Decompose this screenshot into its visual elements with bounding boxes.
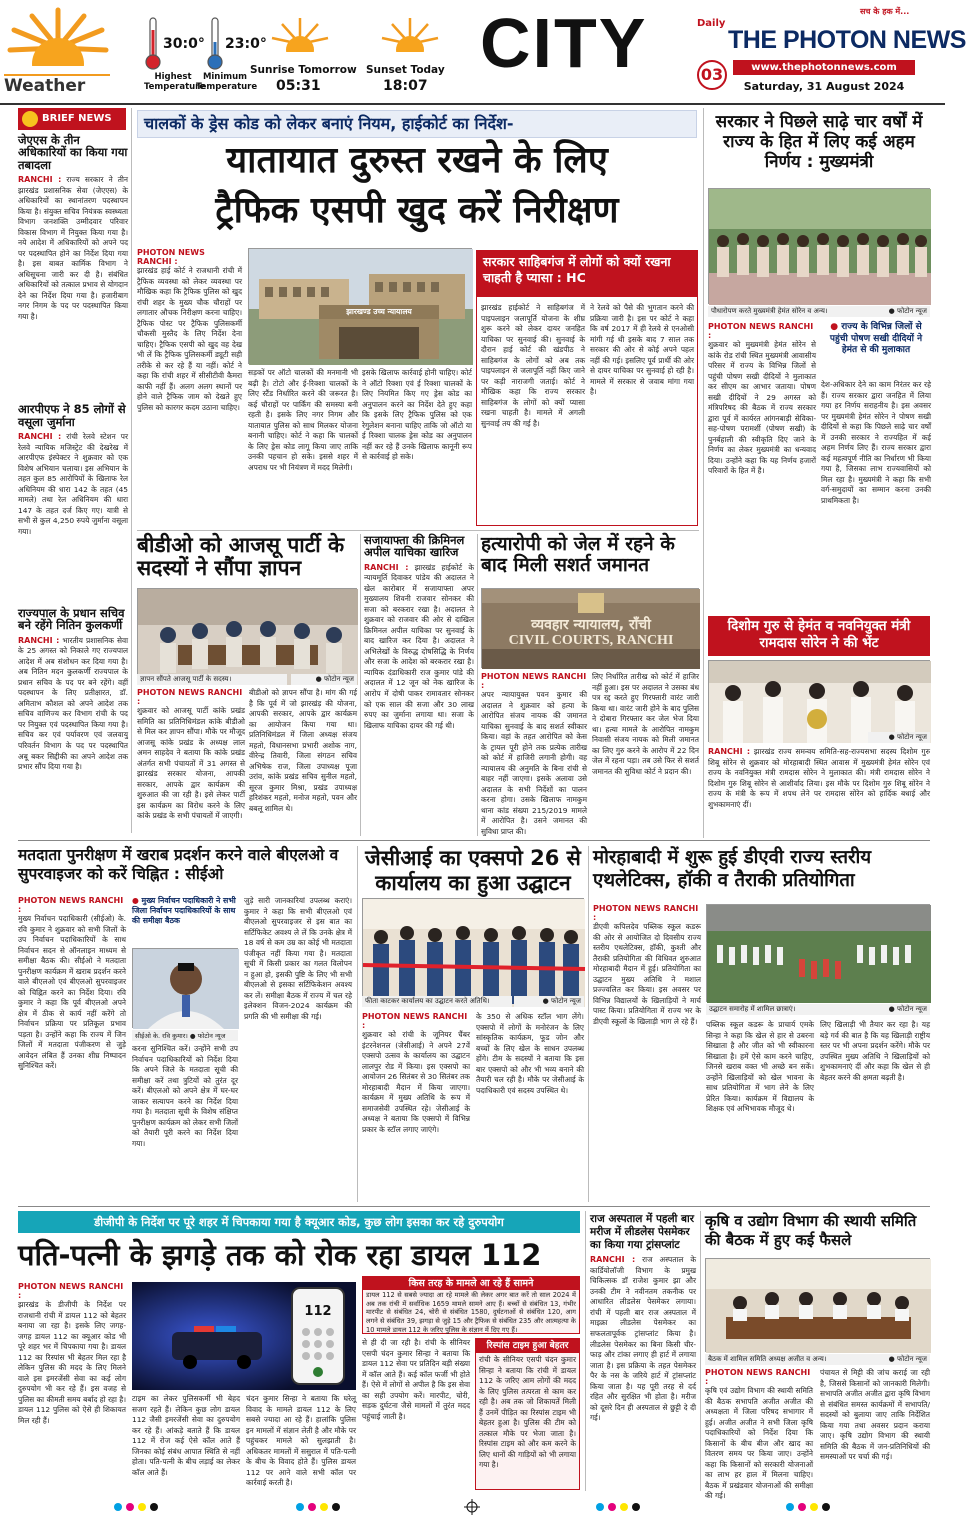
- bdo-credit: ● फोटोन न्यूज: [291, 674, 357, 685]
- high-court-photo: [248, 248, 472, 364]
- brief-1-dateline: RANCHI :: [18, 175, 62, 185]
- brief-column: [18, 134, 128, 854]
- civil-court-english: CIVIL COURTS, RANCHI: [508, 633, 674, 648]
- ceo-text-2: करना सुनिश्चित करें। उन्होंने सभी उप निर्वाचन पदाधिकारियों को निर्देश दिया कि अपने जिले के मतदाता सूची की समीक्षा करें तथा त्रुटियों को तुरंत दूर करें। बीएलओ को अपने क्षेत्र में घर-घर जाकर सत्यापन करने का निर्देश दिया गया है। मतदाता सूची के विशेष संक्षिप्त पुनरीक्षण कार्यक्रम को लेकर सभी जिलों को तैयारी पूरी करने का निर्देश दिया गया।: [132, 1044, 238, 1148]
- dial-col-2: [132, 1394, 240, 1490]
- brief-2-dateline: RANCHI :: [18, 432, 62, 442]
- dial-headline: पति-पत्नी के झगड़े तक को रोक रहा डायल 112: [18, 1238, 542, 1272]
- response-head: रिस्पांस टाइम हुआ बेहतर: [476, 1339, 579, 1353]
- lead-text-2: सड़कों पर ऑटो चालकों की मनमानी भी बढ़ी है। टोटो और ई-रिक्शा चालकों के लिए स्टैंड निर्धारित करने की जरूरत है। कई चौराहों पर पार्किंग की समस्या बनी रहती है। इसके लिए नगर निगम और यातायात पुलिस को साथ मिलकर योजना बनानी चाहिए। कोर्ट ने कहा कि चालकों के लिए ड्रेस कोड लागू किया जाए ताकि उनकी पहचान हो सके। इससे शहर में अपराध पर भी नियंत्रण में मदद मिलेगी।: [248, 368, 358, 472]
- lead-headline-2: ट्रैफिक एसपी खुद करें निरीक्षण: [215, 190, 619, 231]
- cm-quote: [821, 322, 931, 378]
- hc-box-text-1: झारखंड हाईकोर्ट ने साहिबगंज में पाइपलाइन जलापूर्ति योजना के शीघ्र शुरू करने को लेकर दायर जनहित याचिका पर सुनवाई की। सुनवाई के दौरान हाई कोर्ट की खंडपीठ ने साहिबगंज के लोगों को अब तक पाइपलाइन से जलापूर्ति नहीं किए जाने पर कड़ी नाराजगी जताई। कोर्ट ने मौखिक कहा कि राज्य सरकार साहिबगंज के लोगों को क्यों प्यासा रखना चाहती है। मामले में अगली सुनवाई तय की गई है।: [481, 303, 585, 428]
- dav-text-3: लिए खिलाड़ी भी तैयार कर रहा है। यह बड़े गर्व की बात है कि यह खिलाड़ी राष्ट्रीय स्तर पर भी अपना प्रदर्शन करेंगे। मौके पर उपस्थित मुख्य अतिथि ने खिलाड़ियों को शुभकामनाएं दीं और कहा कि खेल से ही बेहतर करने की क्षमता बढ़ती है।: [820, 1020, 930, 1082]
- sunrise-label: Sunrise Tomorrow: [250, 64, 357, 76]
- dishom-credit: ● फोटोन न्यूज: [868, 732, 930, 743]
- cm-byline: PHOTON NEWS RANCHI :: [708, 322, 814, 340]
- brief-1-body: [18, 174, 128, 399]
- heart-headline: राज अस्पताल में पहली बार मरीज में लीडलेस पेसमेकर का किया गया ट्रांसप्लांट: [590, 1213, 694, 1251]
- lead-byline: PHOTON NEWS RANCHI :: [137, 248, 205, 266]
- dishom-text: झारखंड राज्य समन्वय समिति-सह-राज्यसभा सदस्य दिशोम गुरु शिबू सोरेन से शुक्रवार को मोरहाबादी स्थित आवास में मुख्यमंत्री हेमंत सोरेन एवं राज्य के नवनियुक्त मंत्री रामदास सोरेन ने मुलाकात की। मंत्री रामदास सोरेन ने दिशोम गुरु शिबू सोरेन से आशीर्वाद लिया। इस मौके पर दिशोम गुरु शिबू सोरेन ने राज्य के मंत्री के रूप में शपथ लेने पर रामदास सोरेन को हार्दिक बधाई और शुभकामनाएं दीं।: [708, 747, 930, 809]
- jci-headline: जेसीआई का एक्सपो 26 से कार्यालय का हुआ उद्घाटन: [365, 846, 581, 895]
- dishom-meeting-image: [709, 661, 931, 743]
- ceo-credit: ● फोटोन न्यूज: [189, 1032, 226, 1040]
- heart-text: राज अस्पताल के कार्डियोलॉजी विभाग के प्रमुख चिकित्सक डॉ राजेश कुमार झा और उनकी टीम ने नवीनतम तकनीक पर आधारित लीडलेस पेसमेकर लगाया। रांची में पहली बार राज अस्पताल में माइक्रा लीडलेस पेसमेकर का सफलतापूर्वक ट्रांसप्लांट किया है। लीडलेस पेसमेकर का बिना किसी चीर-फाड़ और टांका लगाए ही हार्ट में लगाया जाता है। इस प्रक्रिया के तहत पेसमेकर पैर के नस के जरिये हार्ट में ट्रांसप्लांट किया जाता है। यह पूरी तरह से दर्द रहित और सुरक्षित भी होता है। मरीज को दूसरे दिन ही अस्पताल से छुट्टी दे दी गई।: [590, 1255, 696, 1423]
- heart-column: [590, 1213, 696, 1491]
- agri-credit: ● फोटोन न्यूज: [860, 1354, 930, 1365]
- dial-phone-number: 112: [304, 1304, 332, 1319]
- brief-3-dateline: RANCHI :: [18, 635, 60, 645]
- daily-label: Daily: [697, 18, 726, 29]
- bdo-col-1: [137, 688, 245, 838]
- stadium-image: [707, 905, 931, 1003]
- agri-photo: [705, 1258, 930, 1352]
- dav-photo: [706, 904, 930, 1002]
- masthead: [0, 0, 966, 103]
- appeal-dateline: RANCHI :: [364, 562, 409, 572]
- jci-caption: फीता काटकर कार्यालय का उद्घाटन करते अतिथि।: [362, 996, 512, 1007]
- bail-col-2: [592, 672, 699, 836]
- jci-text-2: के 350 से अधिक स्टॉल भाग लेंगे। एक्सपो में लोगों के मनोरंजन के लिए सांस्कृतिक कार्यक्रम, फूड जोन और बच्चों के लिए खेल के साधन उपलब्ध होंगे। टीम के सदस्यों ने बताया कि इस बार एक्सपो को और भी भव्य बनाने की तैयारी चल रही है। मौके पर जेसीआई के पदाधिकारी एवं सदस्य उपस्थित थे।: [476, 1012, 584, 1095]
- dishom-dateline: RANCHI :: [708, 747, 751, 756]
- cm-group-image: [709, 189, 931, 305]
- lead-col-2: [248, 368, 358, 526]
- ceo-headline: मतदाता पुनरीक्षण में खराब प्रदर्शन करने वाले बीएलओ व सुपरवाइजर को करें चिह्नित : सीईओ: [18, 846, 339, 884]
- bail-text-1: अपर न्यायायुक्त पवन कुमार की अदालत ने शुक्रवार को हत्या के आरोपित संजय नायक की जमानत याचिका सुनवाई के बाद सशर्त स्वीकार किया। वहां के तहत आरोपित को केस के ट्रायल पूरी होने तक प्रत्येक तारीख को कोर्ट में हाजिरी लगानी होगी। वह न्यायालय की अनुमति के बिना रांची से बाहर नहीं जाएगा। इसके अलावा उसे अदालत के सभी निर्देशों का पालन करना होगा। उसके खिलाफ नामकुम थाना कांड संख्या 215/2019 मामले में आरोपित है। उसने जमानत की सुविधा प्राप्त की।: [481, 690, 587, 836]
- page-number: 03: [697, 60, 727, 90]
- site-url: www.thephotonnews.com: [733, 60, 915, 75]
- low-temp: 23:0°: [225, 36, 267, 52]
- brief-2-text: रांची रेलवे स्टेशन पर रेलवे न्यायिक मजिस्ट्रेट की देखरेख में आरपीएफ इंस्पेक्टर ने शुक्रवार को एक विशेष अभियान चलाया। इस अभियान के तहत कुल 85 आरोपियों के खिलाफ रेल अधिनियम की धारा 142 के तहत (45 मामले) तथा रेल अधिनियम की धारा 147 के तहत दर्ज किए गए। यात्री से सभी से कुल 4,250 रुपये जुर्माना वसूला गया।: [18, 432, 128, 536]
- agri-caption: बैठक में शामिल समिति अध्यक्ष अजीत व अन्य।: [705, 1354, 860, 1365]
- heart-divider: [700, 1211, 701, 1491]
- dav-text-2: पब्लिक स्कूल कडरू के प्राचार्य एमके सिन्हा ने कहा कि खेल से हार से उबरना सिखाता है और जीत को भी स्वीकारना सिखाता है। हमें ऐसे काम करने चाहिए, जिनसे खराब वक्त भी अच्छे बन सकें। उन्होंने खिलाड़ियों को खेल भावना के साथ प्रतियोगिता में भाग लेने के लिए प्रेरित किया। कार्यक्रम में विद्यालय के शिक्षक एवं अभिभावक मौजूद थे।: [706, 1020, 814, 1114]
- cm-caption: पौधारोपण करते मुख्यमंत्री हेमंत सोरेन व अन्य।: [708, 306, 868, 317]
- bail-text-2: लिए निर्धारित तारीख को कोर्ट में हाजिर नहीं हुआ। इस पर अदालत ने उसका बंध पत्र रद्द करते हुए गिरफ्तारी वारंट जारी किया था। वारंट जारी होने के बाद पुलिस ने दोबारा गिरफ्तार कर जेल भेज दिया था। हत्या मामले के आरोपित नामकुम निवासी संजय नायक को मिली जमानत का लिए गुरु करने के आरोप में 22 दिन जेल में रहना पड़ा। तब उसे फिर से सशर्त जमानत की सुविधा कोर्ट ने प्रदान की।: [592, 672, 699, 776]
- high-temp-label: Highest Temperature: [144, 72, 206, 93]
- dial-col-1: [18, 1282, 126, 1490]
- sunset-icon: [380, 14, 440, 62]
- dial-text-1: झारखंड के डीजीपी के निर्देश पर राजधानी रांची में डायल 112 को बेहतर बनाया जा रहा है। इसके लिए जगह-जगह डायल 112 का क्यूआर कोड भी पूरे शहर भर में चिपकाया गया है। डायल 112 का रिस्पांस भी बेहतर मिल रहा है लेकिन पुलिस की मदद के लिए मिलने वाले इस इमरजेंसी सेवा का कई लोग दुरुपयोग भी कर रहे हैं। इस वजह से पुलिस का कीमती समय बर्बाद हो रहा है। डायल 112 पुलिस को ऐसे ही शिकायत मिल रही हैं।: [18, 1300, 126, 1425]
- bdo-headline: बीडीओ को आजसू पार्टी के सदस्यों ने सौंपा ज्ञापन: [137, 533, 345, 580]
- cases-text: डायल 112 से सबसे ज्यादा आ रहे मामले की लेकर अगर बात करें तो साल 2024 में अब तक रांची में सर्वाधिक 1659 मामले सामने आए हैं। बच्चों से संबंधित 13, गंभीर मारपीट से संबंधित 24, चोरी से संबंधित 1580, दुर्घटनाओं से संबंधित 120, आग लगने से संबंधित 39, झगड़ा से जुड़े 15 और ट्रैफिक से संबंधित 235 और आत्महत्या के 10 मामले डायल 112 के जरिए पुलिस के संज्ञान में दिए गए हैं।: [366, 1291, 576, 1334]
- right-divider: [703, 108, 704, 838]
- bdo-caption: ज्ञापन सौंपते आजसू पार्टी के सदस्य।: [137, 674, 287, 685]
- bdo-col-2: [249, 688, 357, 838]
- jci-col-1: [362, 1012, 470, 1202]
- bail-headline: हत्यारोपी को जेल में रहने के बाद मिली सशर्त जमानत: [481, 533, 675, 576]
- dial-col-3: [246, 1394, 356, 1490]
- cm-credit: ● फोटोन न्यूज: [868, 306, 930, 317]
- ceo-text-4: जुड़े सारी जानकारियां उपलब्ध कराएं। कुमार ने कहा कि सभी बीएलओ एवं बीएलओ सुपरवाइजर से इस बात का सर्टिफिकेट अवश्य ले लें कि उनके क्षेत्र में 18 वर्ष से कम उम्र का कोई भी मतदाता पंजीकृत नहीं किया गया है। मतदाता सूची में किसी प्रकार का गलत विलोपन न हुआ हो, इसकी पुष्टि के लिए भी सभी बीएलओ से इसका सर्टिफिकेशन अवश्य कर लें। समीक्षा बैठक में राज्य में चल रहे इलेक्शन विजन-2024 कार्यक्रम की प्रगति की भी समीक्षा की गई।: [244, 896, 352, 1021]
- bdo-text-1: शुक्रवार को आजसू पार्टी कांके प्रखंड समिति का प्रतिनिधिमंडल कांके बीडीओ से मिल कर ज्ञापन सौंपा। मौके पर मौजूद आजसू कांके प्रखंड के अध्यक्ष लाल अमन साहदेव ने बताया कि कांके प्रखंड अंतर्गत सभी पंचायतों में 31 अगस्त से झारखंड सरकार योजना, आपकी सरकार, आपके द्वार कार्यक्रम की शुरुआत की जा रही है। इसे लेकर पार्टी इस कार्यक्रम का विरोध करने के लिए कांके प्रखंड के सभी पंचायतों में जाएगी।: [137, 706, 245, 821]
- cm-col-2: [821, 380, 931, 612]
- ceo-col-3: [244, 896, 352, 1202]
- lead-divider: [137, 530, 699, 531]
- brief-1-text: राज्य सरकार ने तीन झारखंड प्रशासनिक सेवा (जेएएस) के अधिकारियों का स्थानांतरण पदस्थापन किया है। संयुक्त सचिव नियंत्रक स्वस्थ्यता विभाग जनशक्ति उम्मीदवार परिवार विकास विभाग में नियुक्त किया गया है। नये आदेश में अधिकारियों को अपने पद पर पदस्थापित होने का निर्देश दिया गया है। इस बाबत कार्मिक विभाग ने अधिसूचना जारी कर दी है। संबंधित अधिकारियों को तत्काल प्रभाव से योगदान देने का निर्देश दिया गया है। हजारीबाग नगर निगम के पद पर पदस्थापित किया गया है।: [18, 175, 128, 321]
- dav-caption: उद्घाटन समारोह में शामिल छात्राएं।: [706, 1004, 860, 1015]
- ceo-photo: [132, 948, 238, 1028]
- brief-3-head: राज्यपाल के प्रधान सचिव बने रहेंगे नितिन कुलकर्णी: [18, 606, 125, 633]
- jci-text-1: शुक्रवार को रांची के जूनियर चैंबर इंटरनेशनल (जेसीआई) ने अपने 27वें एक्सपो उत्सव के कार्यालय का उद्घाटन लालपुर रोड में किया। इस एक्सपो का आयोजन 26 सितंबर से 30 सितंबर तक मोरहाबादी मैदान में किया जाएगा। कार्यक्रम में मुख्य अतिथि के रूप में समाजसेवी उपस्थित रहे। जेसीआई के अध्यक्ष ने बताया कि एक्सपो में विभिन्न प्रकार के स्टॉल लगाए जाएंगे।: [362, 1030, 470, 1134]
- heart-dateline: RANCHI :: [590, 1255, 636, 1265]
- cm-text-1: शुक्रवार को मुख्यमंत्री हेमंत सोरेन से कांके रोड रांची स्थित मुख्यमंत्री आवासीय परिसर में राज्य के विभिन्न जिलों से पहुंची पोषण सखी दीदियों ने मुलाकात कर सीएम का आभार जताया। पोषण सखी दीदियों ने 29 अगस्त को मंत्रिपरिषद की बैठक में राज्य सरकार द्वारा पूर्व में कार्यरत आंगनबाड़ी सेविका-सह-पोषण परामर्शी (पोषण सखी) के पुनर्बहाली की स्वीकृति दिए जाने के निर्णय का लेकर मुख्यमंत्री का धन्यवाद दिया। उन्होंने कहा कि यह निर्णय हजारों परिवारों के हित में है।: [708, 340, 816, 476]
- cm-text-2: देश-अधिकार देने का काम निरंतर कर रहे हैं। राज्य सरकार द्वारा जनहित में लिया गया हर निर्णय सराहनीय है। इस अवसर पर मुख्यमंत्री हेमंत सोरेन ने पोषण सखी दीदियों से कहा कि पिछले साढ़े चार वर्षों में उनकी सरकार ने राज्यहित में कई अहम निर्णय लिए हैं। राज्य सरकार द्वारा कई महत्वपूर्ण नीति का निर्धारण भी किया गया है, जिसका लाभ राज्यवासियों को मिल रहा है। मुख्यमंत्री ने कहा कि सभी वर्ग-समुदायों का सम्मान करना उनकी प्राथमिकता है।: [821, 380, 931, 505]
- agri-text-1: कृषि एवं उद्योग विभाग की स्थायी समिति की बैठक सभापति अजीत अजीत की अध्यक्षता में जिला परिषद सभागार में हुई। अजीत अजीत ने सभी जिला कृषि पदाधिकारियों को निर्देश दिया कि किसानों के बीच बीज और खाद का वितरण समय पर किया जाए। उन्होंने कहा कि किसानों को सरकारी योजनाओं का लाभ हर हाल में मिलना चाहिए। बैठक में प्रखंडवार योजनाओं की समीक्षा की गई।: [705, 1386, 813, 1501]
- thermometer-high-icon: [145, 16, 161, 72]
- dial-text-2: टाइम का लेकर पुलिसकर्मी भी बेहद सजग रहते हैं। लेकिन कुछ लोग डायल 112 जैसी इमरजेंसी सेवा का दुरुपयोग कर रहे हैं। आंकड़े बताते हैं कि डायल 112 में रोज कई ऐसे कॉल आते हैं जिनका कोई संबंध आपात स्थिति से नहीं होता। पति-पत्नी के बीच लड़ाई का लेकर कॉल आते हैं।: [132, 1394, 240, 1477]
- ceo-portrait-image: [133, 949, 239, 1029]
- civil-court-photo: [481, 588, 699, 668]
- masthead-divider: [0, 103, 945, 105]
- brief-1-head: जेएएस के तीन अधिकारियों का किया गया तबादला: [18, 133, 128, 172]
- paper-name: THE PHOTON NEWS: [728, 26, 966, 54]
- issue-date: Saturday, 31 August 2024: [743, 80, 905, 93]
- agri-col-2: [820, 1368, 930, 1490]
- dav-headline: मोरहाबादी में शुरू हुई डीएवी राज्य स्तरीय एथलेटिक्स, हॉकी व तैराकी प्रतियोगिता: [593, 847, 872, 892]
- thermometer-low-icon: [207, 16, 223, 72]
- cases-head: किस तरह के मामले आ रहे हैं सामने: [363, 1277, 579, 1290]
- dav-byline: PHOTON NEWS RANCHI :: [593, 904, 699, 922]
- dial-text-3: चंदन कुमार सिन्हा ने बताया कि घरेलू विवाद के मामले डायल 112 के लिए सबसे ज्यादा आ रहे हैं। हालांकि पुलिस इन मामलों में संज्ञान लेती है और मौके पर पहुंचकर मामले को सुलझाती है। अधिकतर मामलों में ससुराल में पति-पत्नी के बीच के विवाद होते हैं। पुलिस डायल 112 पर आने वाले सभी कॉल पर कार्रवाई करती है।: [246, 1394, 356, 1488]
- hc-box-head: सरकार साहिबगंज में लोगों को क्यों रखना चाहती है प्यासा : HC: [477, 251, 697, 297]
- dial-col-4: [362, 1338, 470, 1490]
- dav-col-1: [593, 904, 701, 1202]
- agri-text-2: पंचायत से मिट्टी की जांच कराई जा रही है, जिससे किसानों को जानकारी मिलेगी। सभापति अजीत अजीत द्वारा कृषि विभाग से संबंधित समस्त कार्यक्रमों में सभापति/सदस्यों को बुलाया जाए ताकि निर्देशित किया गया तथा अवसर प्रदान कराया जाए। कृषि उद्योग विभाग की स्थायी समिति की बैठक में जन-प्रतिनिधियों की समस्याओं पर चर्चा की गई।: [820, 1368, 930, 1462]
- appeal-text: झारखंड हाईकोर्ट के न्यायमूर्ति दिवाकर पांडेय की अदालत ने खेल कारोबार में सजायाफ्ता अपर मुख्यालय शिवनी राजवार सोनकर की सजा को बरकरार रखा है। अदालत ने शुक्रवार को राजवार की ओर से दाखिल क्रिमिनल अपील याचिका पर सुनवाई के बाद खारिज कर दिया है। अदालत ने अभिलेखों के विरुद्ध दोषसिद्धि के निर्णय और सजा के आदेश को बरकरार रखा है। न्यायिक दंडाधिकारी राज कुमार पांडे की अदालत में 12 जून को नेक खारिज के आरोप में दोषी पाकर रामावतार सोनकर को एक साल की सजा और 30 लाख रुपए का जुर्माना लगाया था। सजा के खिलाफ याचिका दायर की गई थी।: [364, 562, 474, 730]
- agri-headline: कृषि व उद्योग विभाग की स्थायी समिति की बैठक में हुए कई फैसले: [705, 1212, 917, 1249]
- lead-text-3: इसके खिलाफ कार्रवाई होनी चाहिए। कोर्ट ने ऑटो रिक्शा एवं ई रिक्शा चालकों के लिए नियमित किए गए ड्रेस कोड का अनुपालन करने का निर्देश देते हुए कहा कि इसके लिए ट्रैफिक पुलिस को एक रेगुलेशन बनाना चाहिए ताकि जो ऑटो या ई रिक्शा चालक ड्रेस कोड का अनुपालन नहीं कर रहे हैं उनके खिलाफ कानूनी रूप से कार्रवाई हो सके।: [362, 368, 472, 462]
- ribbon-cutting-image: [363, 899, 585, 1007]
- cases-box: [362, 1276, 580, 1334]
- dav-col-3: [820, 1020, 930, 1202]
- ceo-bullet-text: ● मुख्य निर्वाचन पदाधिकारी ने सभी जिला निर्वाचन पदाधिकारियों के साथ की समीक्षा बैठक: [132, 896, 236, 925]
- dishom-body: [708, 746, 930, 834]
- agri-byline: PHOTON NEWS RANCHI :: [705, 1368, 811, 1386]
- ceo-bullet: [132, 896, 238, 946]
- ceo-divider: [357, 846, 358, 1202]
- appeal-divider: [360, 534, 361, 836]
- dial-kicker: डीजीपी के निर्देश पर पूरे शहर में चिपकाया गया है क्यूआर कोड, कुछ लोग इसका कर रहे दुरुपयोग: [18, 1211, 580, 1233]
- brief-news-icon: [22, 111, 38, 127]
- brief-news-label: [18, 108, 126, 130]
- bdo-text-2: बीडीओ को ज्ञापन सौंपा है। मांग की गई है कि पूर्व में जो झारखंड़ की योजना, आपकी सरकार, आपके द्वार कार्यक्रम का आयोजन किया गया था। प्रतिनिधिमंडल में जिला अध्यक्ष संजय महतो, विधानसभा प्रभारी अशोक नाग, वीरेन्द्र तिवारी, जिला संगठन सचिव अभिषेक राज, जिला उपाध्यक्ष पूजा उरांव, कांके प्रखंड सचिव सुनील महतो, सूरज कुमार मिश्रा, प्रखंड उपाध्यक्ष हरिशंकर महतो, मनोज महतो, पवन और बबलू शामिल थे।: [249, 688, 357, 813]
- appeal-headline: सजायाफ्ता की क्रिमिनल अपील याचिका खारिज: [364, 533, 465, 560]
- registration-marks-icon: [0, 1498, 945, 1516]
- mid-divider: [18, 840, 930, 841]
- cm-photo: [708, 188, 930, 304]
- agri-col-1: [705, 1368, 813, 1501]
- bdo-byline: PHOTON NEWS RANCHI :: [137, 688, 243, 706]
- dishom-photo: [708, 660, 930, 742]
- dishom-headline: दिशोम गुरु से हेमंत व नवनियुक्त मंत्री रामदास सोरेन ने की भेंट: [708, 616, 930, 656]
- cm-col-1: [708, 322, 816, 612]
- civil-court-hindi: व्यवहार न्यायालय, राँची: [531, 617, 651, 633]
- print-marks: [0, 1498, 945, 1516]
- sunrise-time: 05:31: [276, 78, 321, 94]
- brief-divider: [131, 108, 132, 833]
- dav-col-2: [706, 1020, 814, 1202]
- jci-credit: ● फोटोन न्यूज: [514, 996, 584, 1007]
- brief-2-head: आरपीएफ ने 85 लोगों से वसूला जुर्माना: [18, 402, 126, 429]
- response-text: रांची के सीनियर एसपी चंदन कुमार सिन्हा ने बताया कि रांची में डायल 112 के जरिए आम लोगों की मदद के लिए पुलिस तत्परता से काम कर रही है। अब तक जो शिकायतें मिली हैं उनमें पीड़ित का रिस्पांस टाइम भी बेहतर हुआ है। पुलिस की टीम को तत्काल मौके पर भेजा जाता है। रिस्पांस टाइम को और कम करने के लिए थानों की गाड़ियों को भी लगाया गया है।: [479, 1355, 576, 1470]
- lead-kicker: चालकों के ड्रेस कोड को लेकर बनाएं नियम, हाईकोर्ट का निर्देश-: [137, 110, 697, 138]
- ceo-col-2: [132, 1044, 238, 1202]
- ceo-caption: [132, 1030, 238, 1041]
- low-temp-label: Minimum Temperature: [196, 72, 258, 93]
- jci-divider: [588, 846, 589, 1202]
- brief-2-body: [18, 431, 128, 603]
- appeal-column: [364, 534, 474, 836]
- brief-3-text: भारतीय प्रशासनिक सेवा के 25 अगस्त को निकाले गए राज्यपाल आदेश में अब संशोधन कर दिया गया है। अब नितिन मदन कुलकर्णी राज्यपाल के प्रधान सचिव के पद पर बने रहेंगे। वहीं पदस्थापन के लिए प्रतीक्षारत, डॉ. अमिताभ कौशल को अपने आदेश तक सचिव वाणिज्य कर विभाग रांची के पद पर नियुक्त एवं पदस्थापित किया गया है। सचिव कर एवं पर्यावरण एवं जलवायु परिवर्तन विभाग के पद पर पदस्थापित अबू बकर सिद्दीकी का अपने आदेश तक प्रभार सौंप दिया गया है।: [18, 635, 128, 772]
- sun-icon: [8, 6, 108, 82]
- brief-news-text: BRIEF NEWS: [42, 113, 112, 124]
- dial-text-4: से ही दी जा रही है। रांची के सीनियर एसपी चंदन कुमार सिन्हा ने बताया कि डायल 112 सेवा पर प्रतिदिन बड़ी संख्या में कॉल आते हैं। कई कॉल फर्जी भी होते हैं। ऐसे में लोगों से अपील है कि इस सेवा का सही उपयोग करें। मारपीट, चोरी, सड़क दुर्घटना जैसे मामलों में तुरंत मदद पहुंचाई जाती है।: [362, 1338, 470, 1421]
- dial-byline: PHOTON NEWS RANCHI :: [18, 1282, 124, 1300]
- ceo-col-1: [18, 896, 126, 1202]
- lead-col-1: [137, 248, 242, 526]
- bdo-photo: [137, 588, 357, 684]
- weather-label: Weather: [4, 74, 110, 96]
- dial-divider: [585, 1211, 586, 1491]
- ceo-caption-text: सीईओ के. रवि कुमार।: [135, 1032, 188, 1040]
- bail-byline: PHOTON NEWS RANCHI :: [481, 672, 587, 690]
- hc-box: [476, 250, 698, 526]
- dial-photo: [132, 1282, 356, 1390]
- sunrise-icon: [270, 14, 330, 62]
- sunset-time: 18:07: [383, 78, 428, 94]
- lower-divider: [18, 1206, 930, 1207]
- cm-quote-text: ● राज्य के विभिन्न जिलों से पहुंची पोषण सखी दीदियों ने हेमंत से की मुलाकात: [830, 322, 922, 355]
- cm-headline: सरकार ने पिछले साढ़े चार वर्षों में राज्य के हित में लिए कई अहम निर्णय : मुख्यमंत्री: [715, 112, 923, 173]
- high-temp: 30:0°: [163, 36, 205, 52]
- ceo-text-1: मुख्य निर्वाचन पदाधिकारी (सीईओ) के. रवि कुमार ने शुक्रवार को सभी जिलों के उप निर्वाचन पदाधिकारियों के साथ निर्वाचन सदन से ऑनलाइन माध्यम से समीक्षा बैठक की। सीईओ ने मतदाता पुनरीक्षण कार्यक्रम में खराब प्रदर्शन करने वाले बीएलओ एवं बीएलओ सुपरवाइजर को चिह्नित करने का निर्देश दिया। रवि कुमार ने कहा कि पूर्व बीएलओ अपने क्षेत्र में ठीक से कार्य नहीं करेंगे तो निर्वाचन प्रक्रिया पर प्रतिकूल प्रभाव पड़ता है। उन्होंने कहा कि राज्य में जिन जिलों में मतदाता पंजीकरण से जुड़े आवेदन लंबित हैं उनका शीघ्र निष्पादन सुनिश्चित करें।: [18, 914, 126, 1071]
- tagline: सच के हक में...: [860, 7, 910, 16]
- jci-byline: PHOTON NEWS RANCHI :: [362, 1012, 468, 1030]
- lead-col-3: [362, 368, 472, 526]
- bail-col-1: [481, 672, 587, 836]
- lead-text-1: झारखंड हाई कोर्ट ने राजधानी रांची में ट्रैफिक व्यवस्था को लेकर व्यवस्था पर मौखिक कहा कि ट्रैफिक पुलिस को खुद रांची शहर के मुख्य चौक चौराहों पर लगातार औचक निरीक्षण करना चाहिए। ट्रैफिक पोस्ट पर ट्रैफिक पुलिसकर्मी चौकसी मुस्तैद के लिए निर्देश देना चाहिए। ट्रैफिक एसपी को खुद वह देख भी लें कि ट्रैफिक पुलिसकर्मी ड्यूटी सही तरीके से कर रहे हैं या नहीं। कोर्ट ने कहा कि रांची शहर में सीसीटीवी कैमरा काफी नहीं हैं। अलग अलग स्थानों पर होने वाले ट्रैफिक जाम को देखते हुए पुलिस को कारगर कदम उठाना चाहिए।: [137, 266, 242, 412]
- hc-box-text-2: ने रेलवे को पैसे की भुगतान करने की प्रक्रिया जारी है। इस पर कोर्ट ने कहा कि वर्ष 2017 में ही रेलवे से एनओसी मांगी गई थी इसके बाद 7 साल तक सरकार की ओर से कोई अपने पहल नहीं की गई। इसलिए पूर्व प्रार्थी की ओर से दायर याचिका पर सुनवाई हो रही है। मामले में सरकार से जवाब मांगा गया है।: [590, 303, 694, 397]
- jci-col-2: [476, 1012, 584, 1202]
- agri-meeting-image: [706, 1259, 931, 1353]
- sunset-label: Sunset Today: [366, 64, 445, 76]
- jci-photo: [362, 898, 584, 1006]
- section-title: CITY: [480, 4, 648, 82]
- high-court-sign: झारखण्ड उच्च न्यायालय: [346, 307, 412, 316]
- response-box: [475, 1338, 580, 1490]
- dav-credit: ● फोटोन न्यूज: [860, 1004, 930, 1015]
- ceo-byline: PHOTON NEWS RANCHI :: [18, 896, 124, 914]
- bail-divider: [477, 534, 478, 836]
- dav-text-1: डीएवी कपिलदेव पब्लिक स्कूल कडरू की ओर से आयोजित दो दिवसीय राज्य स्तरीय एथलेटिक्स, हॉकी, कुश्ती और तैराकी प्रतियोगिता की विधिवत शुरुआत मोरहाबादी मैदान में हुई। प्रतियोगिता का उद्घाटन मुख्य अतिथि ने मशाल प्रज्ज्वलित कर किया। इस अवसर पर विभिन्न विद्यालयों के खिलाड़ियों ने मार्च पास्ट किया। प्रतियोगिता में राज्य भर के डीएवी स्कूलों के खिलाड़ी भाग ले रहे हैं।: [593, 922, 701, 1026]
- meeting-room-image: [138, 589, 358, 685]
- lead-headline-1: यातायात दुरुस्त रखने के लिए: [226, 140, 608, 181]
- police-car-phone-image: [132, 1282, 356, 1390]
